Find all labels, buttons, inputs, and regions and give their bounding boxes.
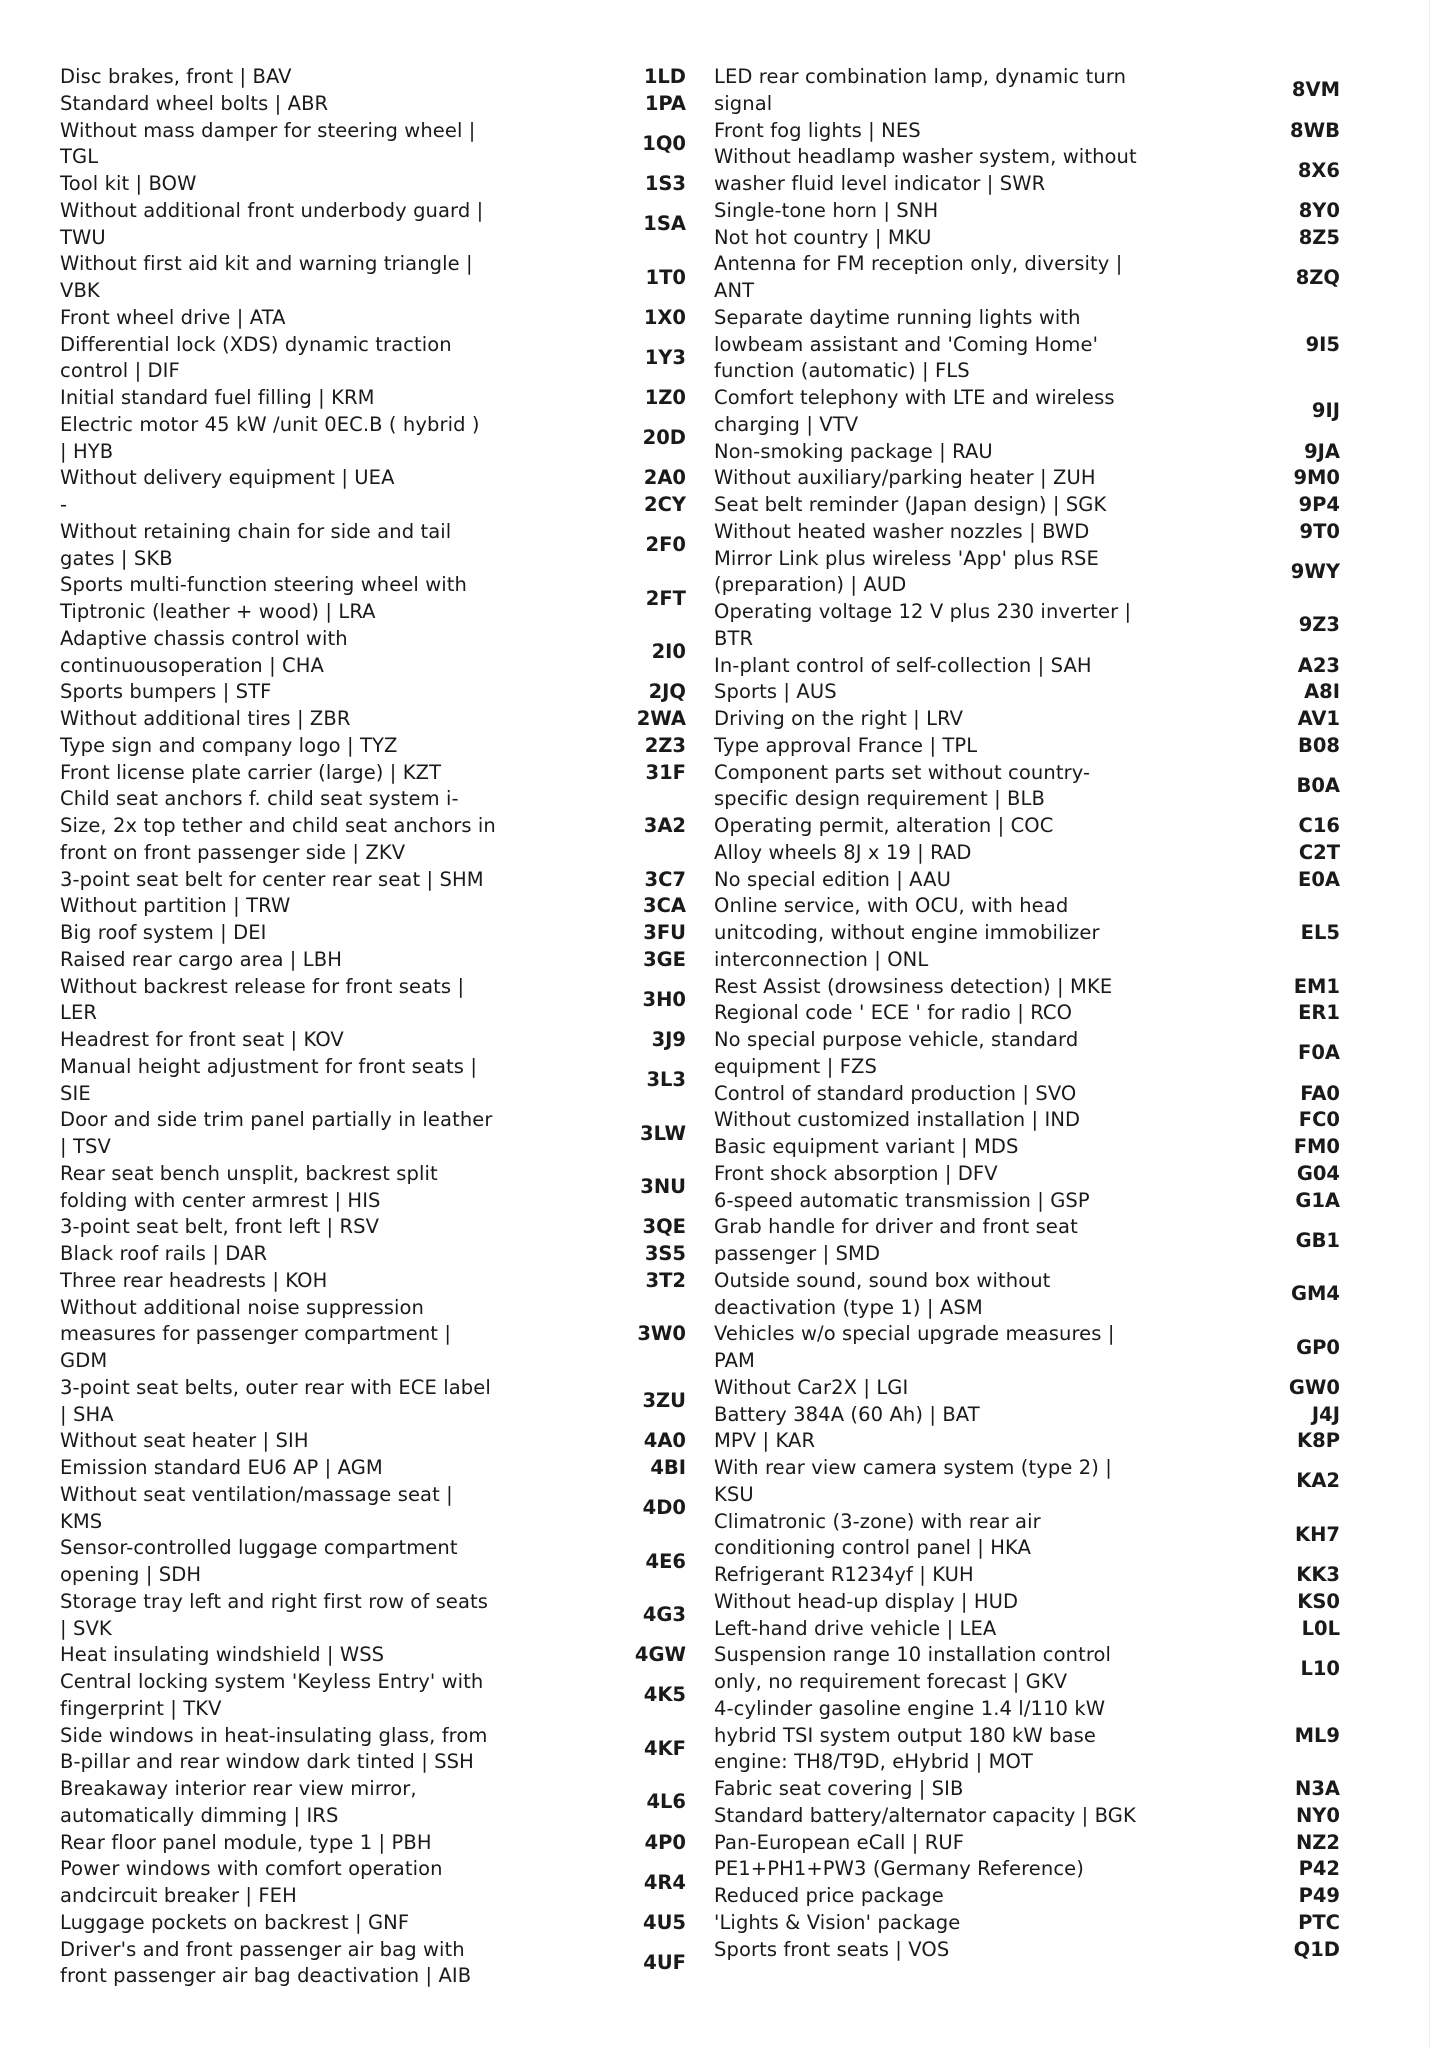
description-line: Size, 2x top tether and child seat anchors in [60,814,496,837]
option-code: 1Q0 [642,131,686,155]
option-code: G1A [1295,1188,1340,1212]
option-code: 1SA [643,212,686,236]
description-line: folding with center armrest | HIS [60,1188,381,1212]
option-code: L10 [1300,1656,1340,1680]
option-code: L0L [1301,1616,1340,1640]
description-line: Headrest for front seat | KOV [60,1028,344,1051]
option-code: NY0 [1295,1803,1340,1827]
option-code: 4U5 [643,1910,686,1934]
left-code-column [560,64,686,2004]
description-line: Non-smoking package | RAU [714,439,993,463]
description-line: control | DIF [60,359,180,383]
description-line: | SVK [60,1616,112,1640]
description-line: Sports | AUS [714,680,837,704]
option-code: 8X6 [1297,158,1340,182]
option-code: 9Z3 [1298,613,1340,637]
description-line: Standard battery/alternator capacity | BGK [714,1803,1136,1827]
option-code: 1LD [643,65,686,88]
description-line: Type sign and company logo | TYZ [60,733,398,757]
description-line: automatically dimming | IRS [60,1803,339,1827]
option-code: FM0 [1293,1135,1340,1158]
option-code: 2JQ [648,680,686,704]
description-line: Front shock absorption | DFV [714,1161,998,1185]
option-code: 3LW [640,1121,686,1145]
description-line: In-plant control of self-collection | SAH [714,653,1092,677]
option-code: 9JA [1304,439,1340,463]
description-line: 6-speed automatic transmission | GSP [714,1188,1090,1212]
option-code: 8WB [1290,118,1340,142]
option-code: P42 [1298,1857,1340,1881]
description-line: opening | SDH [60,1563,202,1586]
description-line: TGL [60,145,99,169]
description-line: No special purpose vehicle, standard [714,1028,1079,1051]
description-line: Without partition | TRW [60,894,291,918]
description-line: GDM [60,1349,108,1372]
description-line: Without retaining chain for side and tail [60,519,452,543]
description-line: Without additional noise suppression [60,1295,424,1319]
option-code: 2CY [644,493,686,516]
description-line: Without additional front underbody guard | [60,198,484,222]
description-line: VBK [60,279,100,302]
option-code: 4K5 [643,1683,686,1707]
description-line: Central locking system 'Keyless Entry' with [60,1670,484,1693]
description-line: LED rear combination lamp, dynamic turn [714,65,1127,88]
option-code: GP0 [1296,1335,1340,1359]
option-code: 3A2 [643,814,686,837]
description-line: Side windows in heat-insulating glass, from [60,1723,488,1747]
option-code: PTC [1298,1910,1340,1934]
option-code: 2WA [636,707,686,730]
description-line: Driver's and front passenger air bag with [60,1937,465,1961]
description-line: Luggage pockets on backrest | GNF [60,1910,410,1934]
description-line: fingerprint | TKV [60,1696,222,1720]
option-code: 3CA [643,894,686,918]
description-line: engine: TH8/T9D, eHybrid | MOT [714,1750,1033,1774]
description-line: Single-tone horn | SNH [714,198,939,222]
option-code: EL5 [1300,921,1340,944]
description-line: signal [714,91,773,115]
option-code: Q1D [1293,1937,1340,1961]
option-code: AV1 [1297,707,1340,730]
description-line: 'Lights & Vision' package [714,1910,961,1934]
description-line: Antenna for FM reception only, diversity | [714,252,1123,276]
description-line: Without seat ventilation/massage seat | [60,1482,453,1506]
description-line: | TSV [60,1135,111,1158]
description-line: 4-cylinder gasoline engine 1.4 l/110 kW [714,1696,1106,1720]
option-code: 1Y3 [644,345,686,369]
option-code: N3A [1295,1777,1340,1800]
description-line: Climatronic (3-zone) with rear air [714,1509,1041,1533]
description-line: Sports bumpers | STF [60,680,272,704]
description-line: Front license plate carrier (large) | KZT [60,760,442,784]
option-code: KA2 [1296,1469,1340,1493]
description-line: Outside sound, sound box without [714,1268,1051,1292]
description-line: Disc brakes, front | BAV [60,65,292,88]
description-line: ANT [714,279,755,302]
description-line: hybrid TSI system output 180 kW base [714,1723,1097,1747]
description-line: Alloy wheels 8J x 19 | RAD [714,840,972,864]
option-code: 8Z5 [1298,225,1340,249]
description-line: MPV | KAR [714,1429,816,1453]
option-code: 9P4 [1298,493,1340,516]
description-line: PE1+PH1+PW3 (Germany Reference) [714,1857,1084,1881]
description-line: Reduced price package [714,1884,944,1907]
option-code: 9M0 [1293,466,1340,490]
description-line: lowbeam assistant and 'Coming Home' [714,332,1099,356]
description-line: Without heated washer nozzles | BWD [714,519,1090,543]
description-line: Front wheel drive | ATA [60,305,286,329]
option-code: 8VM [1291,78,1340,102]
option-code: 1S3 [644,172,686,195]
option-code: B0A [1296,773,1340,797]
right-description-column [714,64,1137,1963]
description-line: No special edition | AAU [714,867,951,891]
option-code: 3W0 [637,1322,686,1346]
option-code: 20D [642,426,686,450]
option-code: 3T2 [645,1268,686,1292]
page-edge-divider [1429,0,1430,2048]
option-code: J4J [1311,1402,1340,1426]
description-line: Component parts set without country- [714,760,1091,784]
description-line: Three rear headrests | KOH [60,1268,328,1292]
description-line: Battery 384A (60 Ah) | BAT [714,1402,980,1426]
description-line: continuousoperation | CHA [60,653,324,677]
description-line: conditioning control panel | HKA [714,1536,1032,1560]
description-line: Without auxiliary/parking heater | ZUH [714,466,1096,490]
description-line: Tiptronic (leather + wood) | LRA [60,600,376,623]
option-code: 4R4 [643,1870,686,1894]
description-line: LER [60,1001,98,1025]
description-line: Child seat anchors f. child seat system i- [60,787,459,811]
description-line: Initial standard fuel filling | KRM [60,386,375,409]
description-line: Big roof system | DEI [60,921,267,944]
option-code: 4BI [650,1456,686,1479]
description-line: - [60,493,68,516]
option-code: G04 [1296,1161,1340,1185]
description-line: Seat belt reminder (Japan design) | SGK [714,493,1107,516]
option-code: 4GW [634,1643,686,1667]
description-line: 3-point seat belts, outer rear with ECE label [60,1375,491,1399]
description-line: Type approval France | TPL [714,733,978,757]
description-line: Rear seat bench unsplit, backrest split [60,1161,438,1185]
option-code: 3L3 [646,1068,686,1092]
description-line: Vehicles w/o special upgrade measures | [714,1322,1115,1346]
option-code: 1T0 [645,265,686,289]
option-code: C2T [1298,840,1340,864]
description-line: Without backrest release for front seats | [60,974,465,998]
option-code: 4G3 [642,1603,686,1627]
option-code: 2A0 [643,466,686,490]
option-code: 9WY [1290,559,1340,583]
description-line: KMS [60,1509,103,1533]
description-line: | SHA [60,1402,114,1426]
option-code: 3S5 [644,1242,686,1265]
description-line: Front fog lights | NES [714,118,921,142]
option-code: 3ZU [642,1389,686,1413]
option-code: 4P0 [644,1830,686,1854]
description-line: Sports front seats | VOS [714,1937,950,1961]
option-code: E0A [1298,867,1340,891]
option-code: 1PA [644,91,686,115]
option-code: FC0 [1298,1108,1340,1132]
description-line: Regional code ' ECE ' for radio | RCO [714,1001,1073,1025]
description-line: Mirror Link plus wireless 'App' plus RSE [714,546,1099,570]
option-code: B08 [1298,733,1340,757]
description-line: Without additional tires | ZBR [60,707,351,730]
description-line: charging | VTV [714,412,859,436]
option-code: ML9 [1294,1723,1340,1747]
description-line: only, no requirement forecast | GKV [714,1670,1068,1693]
description-line: Door and side trim panel partially in leather [60,1108,493,1132]
option-code: ER1 [1298,1001,1340,1025]
description-line: Driving on the right | LRV [714,707,964,730]
description-line: Operating voltage 12 V plus 230 inverter | [714,600,1132,623]
description-line: Standard wheel bolts | ABR [60,91,329,115]
option-code: EM1 [1293,974,1340,998]
description-line: Tool kit | BOW [60,172,197,195]
option-code: P49 [1298,1884,1340,1907]
description-line: Raised rear cargo area | LBH [60,947,342,971]
option-code: A23 [1297,653,1340,677]
description-line: function (automatic) | FLS [714,359,970,383]
description-line: deactivation (type 1) | ASM [714,1295,983,1319]
option-code: 3J9 [651,1028,686,1051]
description-line: Sports multi-function steering wheel with [60,573,467,597]
option-code: NZ2 [1295,1830,1340,1854]
option-code: 4A0 [643,1429,686,1453]
option-code: 2FT [645,586,686,610]
description-line: Basic equipment variant | MDS [714,1135,1019,1158]
description-line: Without first aid kit and warning triangle | [60,252,473,276]
description-line: measures for passenger compartment | [60,1322,452,1346]
description-line: | HYB [60,439,114,463]
description-line: passenger | SMD [714,1242,881,1265]
description-line: gates | SKB [60,546,173,570]
description-line: B-pillar and rear window dark tinted | SSH [60,1750,474,1774]
description-line: Control of standard production | SVO [714,1081,1077,1105]
description-line: Without seat heater | SIH [60,1429,309,1453]
option-code: FA0 [1300,1081,1340,1105]
description-line: Grab handle for driver and front seat [714,1215,1078,1239]
description-line: TWU [60,225,106,249]
option-code: 2I0 [651,640,686,664]
description-line: Emission standard EU6 AP | AGM [60,1456,383,1479]
option-code: 1X0 [643,305,686,329]
description-line: Without head-up display | HUD [714,1589,1019,1613]
description-line: interconnection | ONL [714,947,929,971]
description-line: Without headlamp washer system, without [714,145,1137,169]
option-code: C16 [1298,814,1340,837]
description-line: Adaptive chassis control with [60,626,348,650]
option-code: 4UF [643,1950,686,1974]
description-line: front passenger air bag deactivation | AIB [60,1964,472,1988]
description-line: Pan-European eCall | RUF [714,1830,965,1854]
description-line: front on front passenger side | ZKV [60,840,406,864]
option-code: 8ZQ [1295,265,1340,289]
option-code: 9I5 [1305,332,1340,356]
description-line: specific design requirement | BLB [714,787,1045,811]
description-line: Online service, with OCU, with head [714,894,1069,918]
description-line: Comfort telephony with LTE and wireless [714,386,1115,409]
option-code: 8Y0 [1298,198,1340,222]
option-code: 9IJ [1311,399,1340,423]
description-line: Left-hand drive vehicle | LEA [714,1616,997,1640]
option-code: 3QE [642,1215,686,1239]
description-line: KSU [714,1482,754,1506]
description-line: Heat insulating windshield | WSS [60,1643,385,1667]
description-line: BTR [714,626,754,650]
option-code: 4E6 [645,1549,686,1573]
option-code: 4KF [644,1736,686,1760]
option-code: 9T0 [1299,519,1340,543]
option-code: 1Z0 [644,386,686,409]
description-line: Manual height adjustment for front seats | [60,1054,477,1078]
option-code: 31F [645,760,686,784]
option-code: 4D0 [642,1496,686,1520]
description-line: (preparation) | AUD [714,573,907,597]
option-code: 2F0 [645,533,686,557]
description-line: andcircuit breaker | FEH [60,1884,297,1907]
option-code: GW0 [1288,1375,1340,1399]
description-line: unitcoding, without engine immobilizer [714,921,1100,944]
description-line: Without customized installation | IND [714,1108,1081,1132]
option-code: F0A [1298,1041,1340,1065]
option-code: KS0 [1297,1589,1340,1613]
left-description-column [60,64,496,1990]
description-line: Electric motor 45 kW /unit 0EC.B ( hybrid ) [60,412,480,436]
description-line: 3-point seat belt for center rear seat | SHM [60,867,484,891]
description-line: Operating permit, alteration | COC [714,814,1054,837]
description-line: Suspension range 10 installation control [714,1643,1112,1667]
description-line: Differential lock (XDS) dynamic traction [60,332,452,356]
description-line: Rest Assist (drowsiness detection) | MKE [714,974,1113,998]
option-code: 3GE [643,947,686,971]
description-line: washer fluid level indicator | SWR [714,172,1046,195]
description-line: SIE [60,1081,91,1105]
option-code: A8I [1304,680,1340,704]
description-line: Fabric seat covering | SIB [714,1777,964,1800]
description-line: Breakaway interior rear view mirror, [60,1777,417,1800]
description-line: Refrigerant R1234yf | KUH [714,1563,974,1586]
option-code: 3H0 [642,987,686,1011]
option-code: 3C7 [644,867,686,891]
description-line: Black roof rails | DAR [60,1242,268,1265]
option-code: GM4 [1291,1282,1340,1306]
description-line: Without delivery equipment | UEA [60,466,395,490]
description-line: Sensor-controlled luggage compartment [60,1536,458,1560]
option-code: KK3 [1296,1563,1340,1586]
description-line: Not hot country | MKU [714,225,932,249]
description-line: Without mass damper for steering wheel | [60,118,476,142]
option-code: 3FU [643,921,686,944]
description-line: 3-point seat belt, front left | RSV [60,1215,380,1239]
description-line: Power windows with comfort operation [60,1857,443,1881]
description-line: Storage tray left and right first row of seats [60,1589,489,1613]
right-code-column [1180,64,1340,2004]
option-code: 4L6 [646,1790,686,1814]
description-line: Rear floor panel module, type 1 | PBH [60,1830,432,1854]
description-line: equipment | FZS [714,1054,877,1078]
option-code: 3NU [640,1175,686,1199]
description-line: Without Car2X | LGI [714,1375,909,1399]
option-code: KH7 [1295,1522,1340,1546]
option-code: 2Z3 [644,733,686,757]
description-line: With rear view camera system (type 2) | [714,1456,1112,1479]
option-code: GB1 [1295,1228,1340,1252]
description-line: PAM [714,1349,755,1372]
description-line: Separate daytime running lights with [714,305,1081,329]
option-code: K8P [1297,1429,1340,1453]
